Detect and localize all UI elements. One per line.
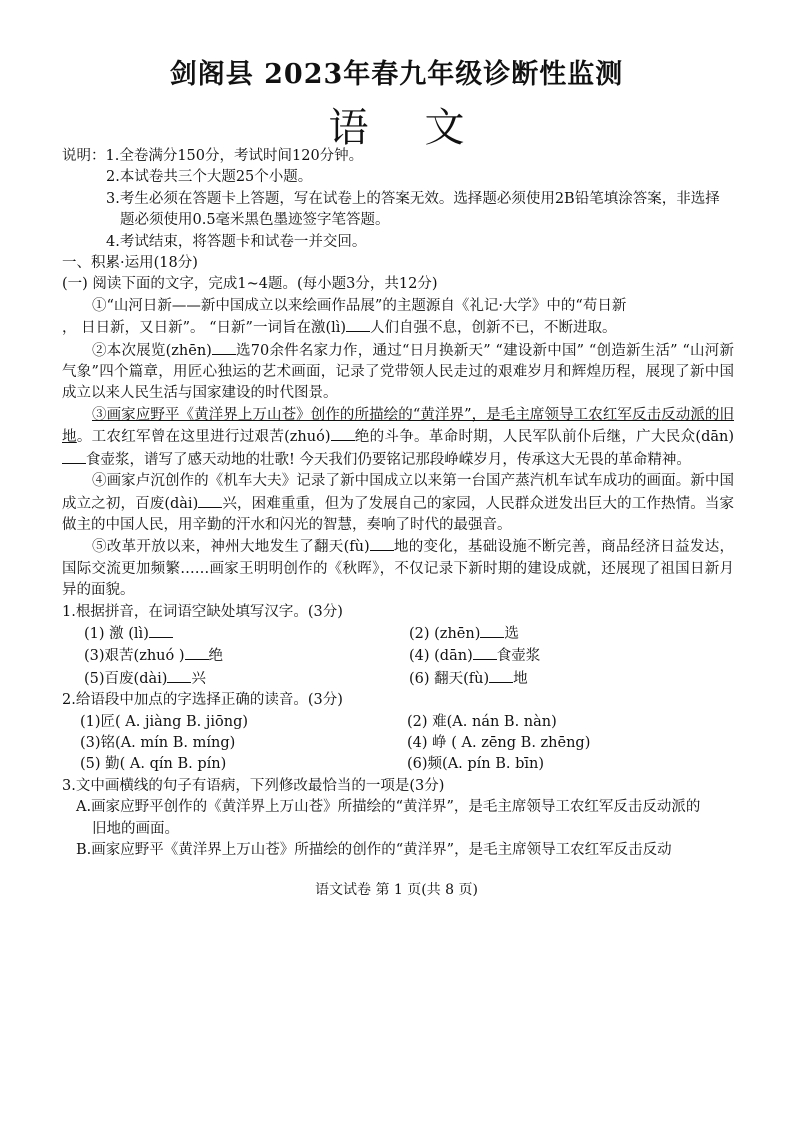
fill-blank (480, 623, 504, 638)
passage-paragraph-4: ④画家卢沉创作的《机车大夫》记录了新中国成立以来第一台国产蒸汽机车试车成功的画面。新中国成立之初，百废(dài) 兴，困难重重，但为了发展自己的家园，人民群众迸发出巨大的工作热情。当家做主的中国人民，用辛勤的汗水和闪光的智慧，奏响了时代的最强音。 (62, 473, 734, 533)
instruction-line: 题必须使用0.5毫米黑色墨迹签字笔答题。 (120, 212, 390, 229)
exam-title: 剑阁县 2023年春九年级诊断性监测 (169, 59, 624, 90)
fill-blank (198, 493, 222, 508)
question-1-stem: 1.根据拼音，在词语空缺处填写汉字。(3分) (62, 603, 343, 620)
fill-blank (212, 340, 236, 355)
fill-blank (489, 668, 513, 683)
subject-title: 语文 (328, 105, 521, 151)
instruction-line: 2.本试卷共三个大题25个小题。 (106, 169, 313, 186)
fill-blank (346, 317, 370, 332)
passage-paragraph-2: ②本次展览(zhēn) 选70余件名家力作，通过“日月换新天” “建设新中国” “创造新生活” “山河新气象”四个篇章，用匠心独运的艺术画面，记录了党带领人民走过的艰难岁月和辉煌历程，展现了新中国成立以来人民生活与国家建设的时代图景。 (62, 340, 734, 405)
fill-blank (62, 449, 86, 464)
instruction-line: 说明：1.全卷满分150分，考试时间120分钟。 (62, 148, 364, 164)
question-1-item: (6) 翻天(fù) (409, 670, 490, 687)
question-3-option-a: A.画家应野平创作的《黄洋界上万山苍》所描绘的“黄洋界”，是毛主席领导工农红军反击反动派的 (76, 799, 701, 816)
question-2-row (62, 712, 734, 733)
question-2-item: (6)频(A. pín B. bīn) (407, 756, 545, 773)
question-2-item: (1)匠( A. jiàng B. jiōng) (80, 713, 249, 730)
question-2-item: (5) 勤( A. qín B. pín) (80, 756, 227, 773)
section-heading: 一、积累·运用(18分) (62, 255, 198, 272)
question-1-row: (3)艰苦(zhuó ) 绝 (4) (dān) 食壶浆 (62, 645, 734, 667)
exam-body (62, 146, 734, 861)
passage-paragraph-3: ③画家应野平《黄洋界上万山苍》创作的所描绘的“黄洋界”，是毛主席领导工农红军反击反动派的旧地。工农红军曾在这里进行过艰苦(zhuó) 绝的斗争。革命时期，人民军队前仆后继，广大民众(dān)食壶浆，谱写了感天动地的壮歌! 今天我们仍要铭记那段峥嵘岁月，传承这大无畏的革命精神。 (62, 406, 735, 468)
fill-blank (473, 645, 497, 660)
question-1-item: (4) (dān) (409, 648, 473, 665)
question-1-item: (3)艰苦(zhuó ) (84, 648, 185, 665)
question-3-stem: 3.文中画横线的句子有语病，下列修改最恰当的一项是(3分) (62, 777, 445, 794)
subsection-heading: (一) 阅读下面的文字，完成1~4题。(每小题3分，共12分) (62, 276, 438, 293)
instruction-line: 3.考生必须在答题卡上答题，写在试卷上的答案无效。选择题必须使用2B铅笔填涂答案，非选择 (106, 190, 720, 207)
underlined-sentence: 反动派的旧地 (62, 406, 735, 446)
underlined-sentence: ③画家应野平《黄洋界上万山苍》创作的所描绘的“黄洋界”，是毛主席领导工农红军反击 (92, 406, 662, 423)
question-1-item: (2) (zhēn) (409, 625, 481, 642)
question-3-option-b: B.画家应野平《黄洋界上万山苍》所描绘的创作的“黄洋界”，是毛主席领导工农红军反击反动 (76, 842, 672, 858)
question-1-item: (1) 激 (lì) (84, 625, 149, 642)
question-2-item: (3)铭(A. mín B. míng) (80, 734, 236, 751)
question-2-row (62, 733, 734, 754)
question-1-item: (5)百废(dài) (84, 670, 168, 687)
passage-paragraph-5: ⑤改革开放以来，神州大地发生了翻天(fù) 地的变化，基础设施不断完善，商品经济日益发达，国际交流更加频繁……画家王明明创作的《秋晖》，不仅记录下新时期的建设成就，还展现了祖国日新月异的面貌。 (62, 536, 734, 601)
fill-blank (370, 536, 394, 551)
question-2-row (62, 754, 734, 775)
fill-blank (149, 623, 173, 638)
question-2-item: (2) 难(A. nán B. nàn) (407, 713, 557, 730)
question-1-row: (1) 激 (lì) (2) (zhēn) 选 (62, 623, 734, 645)
question-2-stem: 2.给语段中加点的字选择正确的读音。(3分) (62, 692, 343, 709)
passage-paragraph-1: ①“山河日新——新中国成立以来绘画作品展”的主题源自《礼记·大学》中的“苟日新 ， 日日新，又日新”。 “日新”一词旨在激(lì) 人们自强不息，创新不已，不断进取。 (62, 297, 627, 337)
instruction-line: 4.考试结束，将答题卡和试卷一并交回。 (106, 233, 367, 250)
question-1-row: (5)百废(dài) 兴 (6) 翻天(fù) 地 (62, 668, 734, 690)
fill-blank (167, 668, 191, 683)
fill-blank (331, 426, 355, 441)
page-footer: 语文试卷 第 1 页(共 8 页) (315, 882, 478, 898)
question-3-option-a-cont: 旧地的画面。 (92, 820, 179, 837)
fill-blank (185, 645, 209, 660)
question-2-item: (4) 峥 ( A. zēng B. zhēng) (407, 734, 591, 751)
